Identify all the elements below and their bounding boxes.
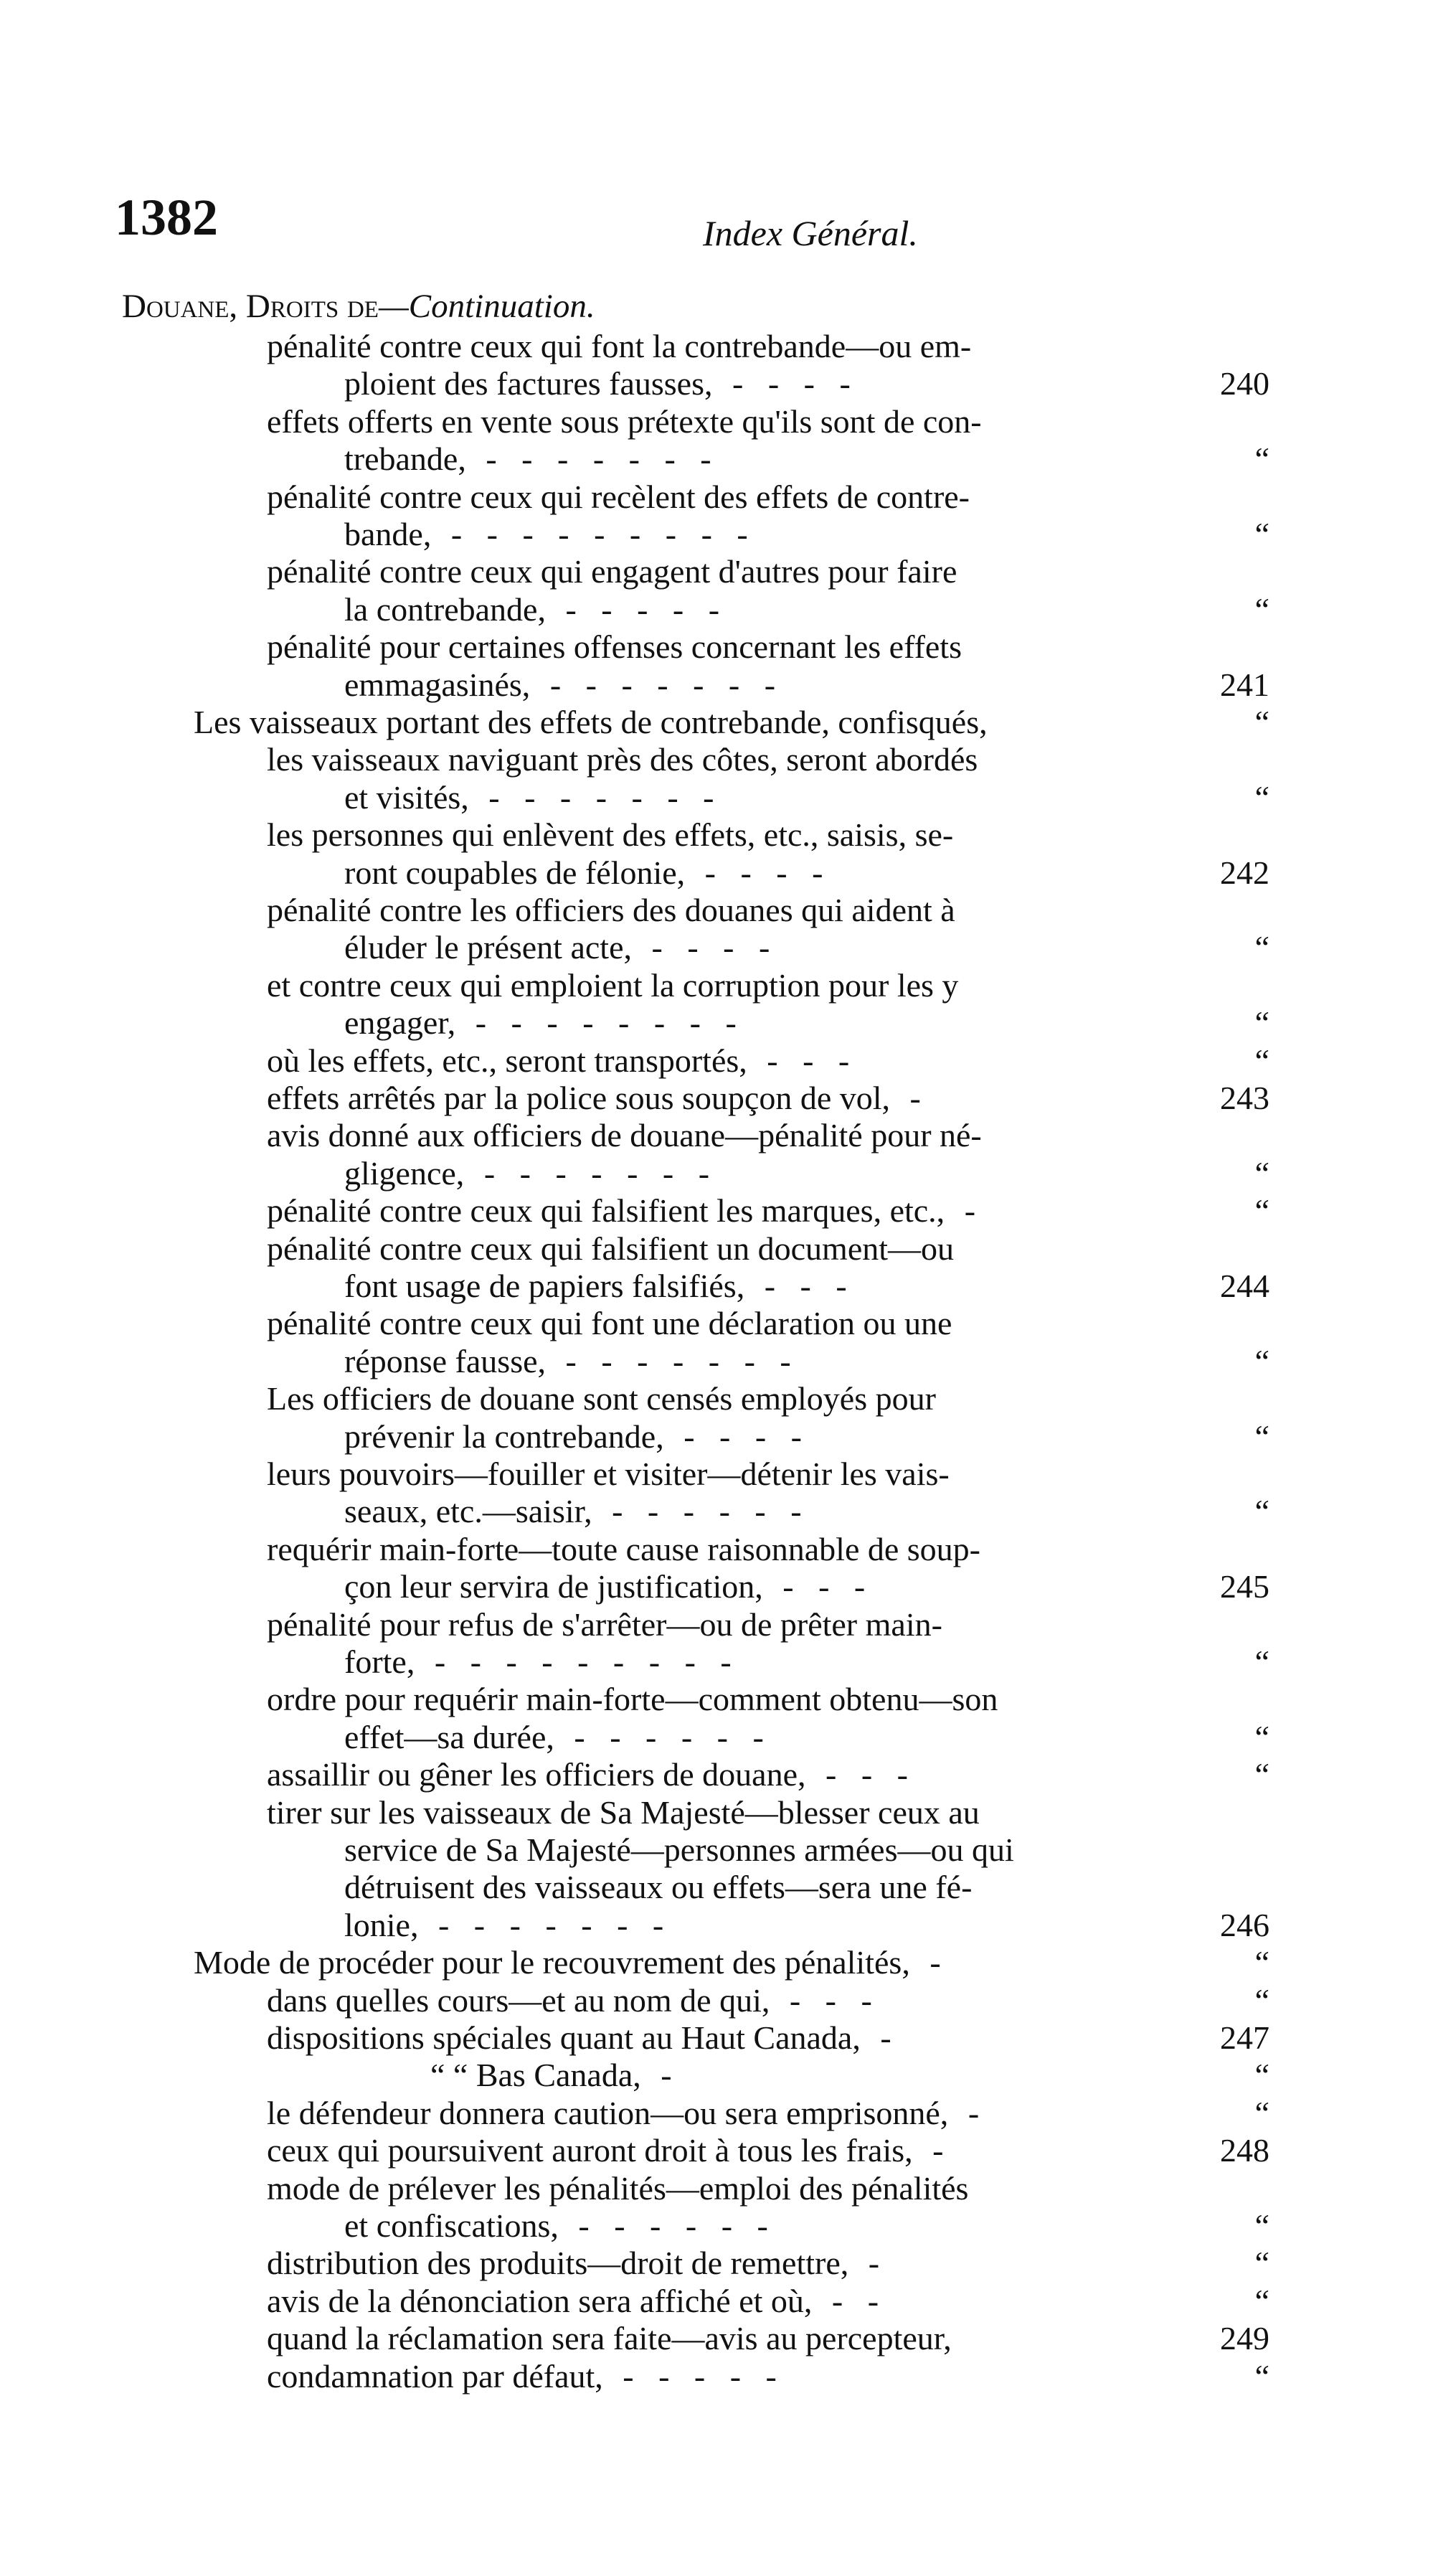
page-reference: 248 bbox=[1220, 2132, 1269, 2169]
leader-dashes: - - - - - - - bbox=[541, 667, 776, 703]
index-entry-text: Mode de procéder pour le recouvrement des pénalités, bbox=[194, 1945, 910, 1981]
page-reference: 244 bbox=[1220, 1268, 1269, 1304]
index-entry-text: condamnation par défaut, bbox=[267, 2359, 603, 2395]
index-line bbox=[267, 2133, 1162, 2169]
leader-dashes: - - bbox=[823, 2283, 879, 2319]
page-reference: “ bbox=[1254, 1004, 1269, 1041]
index-line bbox=[344, 441, 1162, 477]
index-entry-text: où les effets, etc., seront transportés, bbox=[267, 1043, 747, 1079]
page-reference: “ bbox=[1254, 516, 1269, 552]
index-line bbox=[344, 930, 1162, 966]
index-line bbox=[344, 1719, 1162, 1755]
index-line bbox=[267, 1043, 1162, 1079]
page-reference: “ bbox=[1254, 704, 1269, 740]
index-entry-text: çon leur servira de justification, bbox=[344, 1569, 763, 1605]
index-line bbox=[267, 1681, 1162, 1717]
index-line bbox=[267, 1306, 1162, 1341]
index-line bbox=[267, 2359, 1162, 2395]
index-line bbox=[344, 780, 1162, 816]
index-entry-text: ront coupables de félonie, bbox=[344, 855, 686, 891]
index-entry-text: lonie, bbox=[344, 1907, 419, 1943]
index-line bbox=[267, 2171, 1162, 2207]
leader-dashes: - bbox=[924, 2133, 944, 2169]
index-entry-text: font usage de papiers falsifiés, bbox=[344, 1268, 745, 1304]
index-line bbox=[267, 479, 1162, 515]
index-entry-text: effets arrêtés par la police sous soupçon de vol, bbox=[267, 1080, 891, 1116]
page-reference: 246 bbox=[1220, 1907, 1269, 1943]
page-reference: “ bbox=[1254, 591, 1269, 628]
leader-dashes: - bbox=[860, 2245, 880, 2281]
index-entry-text: pénalité pour certaines offenses concernant les effets bbox=[267, 629, 962, 665]
leader-dashes: - - - - - - bbox=[603, 1494, 802, 1529]
index-line bbox=[344, 516, 1162, 552]
page-reference: “ bbox=[1254, 2095, 1269, 2131]
page-reference: 241 bbox=[1220, 666, 1269, 703]
index-line bbox=[267, 2095, 1162, 2131]
leader-dashes: - - - bbox=[758, 1043, 850, 1079]
index-entry-text: prévenir la contrebande, bbox=[344, 1419, 664, 1455]
index-line bbox=[267, 817, 1162, 853]
index-entry-text: trebande, bbox=[344, 441, 466, 477]
index-line bbox=[344, 1907, 1162, 1943]
index-line bbox=[267, 892, 1162, 928]
index-line bbox=[344, 855, 1162, 891]
index-entry-text: et visités, bbox=[344, 780, 469, 816]
leader-dashes: - bbox=[871, 2020, 891, 2056]
page-reference: “ bbox=[1254, 2358, 1269, 2395]
index-line bbox=[194, 1945, 1162, 1981]
index-line bbox=[267, 2321, 1162, 2356]
leader-dashes: - - - bbox=[817, 1757, 908, 1793]
page-reference: “ bbox=[1254, 1418, 1269, 1455]
page-reference: 243 bbox=[1220, 1080, 1269, 1116]
leader-dashes: - bbox=[956, 1193, 976, 1229]
heading-main: Douane, Droits de bbox=[122, 288, 379, 325]
index-entry-text: pénalité contre ceux qui falsifient les marques, etc., bbox=[267, 1193, 945, 1229]
index-line bbox=[267, 329, 1162, 364]
index-entry-text: pénalité contre les officiers des douanes qui aident à bbox=[267, 892, 955, 928]
leader-dashes: - - - - - bbox=[614, 2359, 777, 2395]
page-reference: “ bbox=[1254, 779, 1269, 816]
index-line bbox=[344, 366, 1162, 402]
index-entry-text: requérir main-forte—toute cause raisonnable de soup- bbox=[267, 1532, 980, 1567]
running-title: Index Général. bbox=[703, 213, 918, 253]
index-entry-text: emmagasinés, bbox=[344, 667, 531, 703]
leader-dashes: - - - - bbox=[724, 366, 851, 402]
index-line bbox=[267, 1118, 1162, 1153]
index-line bbox=[344, 1268, 1162, 1304]
index-entry-text: détruisent des vaisseaux ou effets—sera une fé- bbox=[344, 1869, 973, 1905]
index-line bbox=[344, 1005, 1162, 1041]
index-entry-text: pénalité contre ceux qui font la contrebande—ou em- bbox=[267, 329, 972, 364]
leader-dashes: - - - - - bbox=[557, 592, 720, 628]
page-reference: 249 bbox=[1220, 2320, 1269, 2356]
leader-dashes: - - - - - - - - bbox=[467, 1005, 737, 1041]
leader-dashes: - - - - - - - - - bbox=[443, 516, 748, 552]
leader-dashes: - - - - - - - bbox=[557, 1344, 791, 1379]
index-entry-text: engager, bbox=[344, 1005, 456, 1041]
index-entry-text: mode de prélever les pénalités—emploi des pénalités bbox=[267, 2171, 969, 2207]
leader-dashes: - - - - - - - - - bbox=[426, 1644, 732, 1680]
index-line bbox=[267, 629, 1162, 665]
leader-dashes: - - - bbox=[781, 1983, 872, 2019]
index-line bbox=[267, 1193, 1162, 1229]
index-line bbox=[267, 1983, 1162, 2019]
index-line bbox=[267, 404, 1162, 440]
page-reference: 247 bbox=[1220, 2019, 1269, 2056]
index-entry-text: avis donné aux officiers de douane—pénalité pour né- bbox=[267, 1118, 982, 1153]
leader-dashes: - - - - - - - bbox=[476, 1156, 710, 1192]
index-entry-text: réponse fausse, bbox=[344, 1344, 547, 1379]
index-entry-text: effets offerts en vente sous prétexte qu'ils sont de con- bbox=[267, 404, 982, 440]
index-line bbox=[267, 1456, 1162, 1492]
index-entry-text: la contrebande, bbox=[344, 592, 546, 628]
index-entry-text: effet—sa durée, bbox=[344, 1719, 554, 1755]
index-line bbox=[267, 2245, 1162, 2281]
index-entry-text: gligence, bbox=[344, 1156, 465, 1192]
index-entry-text: Les officiers de douane sont censés employés pour bbox=[267, 1381, 936, 1417]
index-line bbox=[267, 1532, 1162, 1567]
index-entry-text: service de Sa Majesté—personnes armées—ou qui bbox=[344, 1832, 1014, 1868]
leader-dashes: - - - - bbox=[675, 1419, 802, 1455]
index-entry-text: éluder le présent acte, bbox=[344, 930, 632, 966]
page-reference: “ bbox=[1254, 1982, 1269, 2019]
index-entry-text: pénalité contre ceux qui recèlent des effets de contre- bbox=[267, 479, 970, 515]
index-line bbox=[267, 2020, 1162, 2056]
section-heading bbox=[122, 287, 595, 326]
index-line bbox=[430, 2057, 1162, 2093]
page-reference: “ bbox=[1254, 1643, 1269, 1680]
index-entry-text: pénalité contre ceux qui engagent d'autres pour faire bbox=[267, 554, 957, 590]
leader-dashes: - - - bbox=[756, 1268, 847, 1304]
page-reference: “ bbox=[1254, 1155, 1269, 1192]
page-reference: “ bbox=[1254, 1944, 1269, 1981]
index-line bbox=[267, 1607, 1162, 1643]
index-entry-text: les vaisseaux naviguant près des côtes, seront abordés bbox=[267, 742, 978, 778]
index-entry-text: dans quelles cours—et au nom de qui, bbox=[267, 1983, 770, 2019]
index-line bbox=[267, 742, 1162, 778]
index-line bbox=[344, 1419, 1162, 1455]
index-line bbox=[267, 1757, 1162, 1793]
index-line bbox=[344, 1869, 1162, 1905]
index-entry-text: quand la réclamation sera faite—avis au percepteur, bbox=[267, 2321, 952, 2356]
page-reference: 242 bbox=[1220, 854, 1269, 891]
index-line bbox=[267, 1381, 1162, 1417]
index-entry-text: distribution des produits—droit de remettre, bbox=[267, 2245, 849, 2281]
index-entry-text: et confiscations, bbox=[344, 2208, 559, 2244]
index-entry-text: “ “ Bas Canada, bbox=[430, 2057, 641, 2093]
leader-dashes: - - - - - - bbox=[565, 1719, 764, 1755]
index-line bbox=[344, 1156, 1162, 1192]
leader-dashes: - bbox=[902, 1080, 921, 1116]
index-line bbox=[267, 554, 1162, 590]
index-line bbox=[344, 2208, 1162, 2244]
index-entry-text: pénalité contre ceux qui falsifient un document—ou bbox=[267, 1231, 955, 1267]
page-reference: “ bbox=[1254, 1719, 1269, 1755]
leader-dashes: - - - - bbox=[696, 855, 823, 891]
page-reference: 240 bbox=[1220, 365, 1269, 402]
page-number: 1382 bbox=[115, 189, 218, 246]
leader-dashes: - - - - - - - bbox=[430, 1907, 664, 1943]
index-line bbox=[344, 667, 1162, 703]
page-reference: “ bbox=[1254, 929, 1269, 966]
page-reference: 245 bbox=[1220, 1568, 1269, 1605]
leader-dashes: - - - - - - - bbox=[477, 441, 711, 477]
leader-dashes: - - - - - - - bbox=[480, 780, 714, 816]
index-line bbox=[344, 1344, 1162, 1379]
index-entry-text: Les vaisseaux portant des effets de contrebande, confisqués, bbox=[194, 704, 988, 740]
page-reference: “ bbox=[1254, 2057, 1269, 2093]
index-entry-text: tirer sur les vaisseaux de Sa Majesté—blesser ceux au bbox=[267, 1795, 980, 1831]
index-line bbox=[267, 1795, 1162, 1831]
index-line bbox=[344, 1644, 1162, 1680]
index-entry-text: ceux qui poursuivent auront droit à tous les frais, bbox=[267, 2133, 913, 2169]
index-entry-text: leurs pouvoirs—fouiller et visiter—détenir les vais- bbox=[267, 1456, 950, 1492]
index-line bbox=[344, 1494, 1162, 1529]
index-line bbox=[267, 1080, 1162, 1116]
index-line bbox=[344, 1569, 1162, 1605]
index-entry-text: seaux, etc.—saisir, bbox=[344, 1494, 592, 1529]
index-line bbox=[267, 1231, 1162, 1267]
page-reference: “ bbox=[1254, 1756, 1269, 1793]
leader-dashes: - - - bbox=[774, 1569, 866, 1605]
index-entry-text: ordre pour requérir main-forte—comment obtenu—son bbox=[267, 1681, 998, 1717]
page-reference: “ bbox=[1254, 2207, 1269, 2244]
index-entry-text: pénalité contre ceux qui font une déclaration ou une bbox=[267, 1306, 952, 1341]
index-line bbox=[344, 1832, 1162, 1868]
page-reference: “ bbox=[1254, 1343, 1269, 1379]
index-entry-text: et contre ceux qui emploient la corruption pour les y bbox=[267, 968, 959, 1004]
index-entry-text: le défendeur donnera caution—ou sera emprisonné, bbox=[267, 2095, 949, 2131]
heading-continuation: —Continuation. bbox=[378, 288, 595, 325]
leader-dashes: - bbox=[960, 2095, 980, 2131]
index-entry-text: ploient des factures fausses, bbox=[344, 366, 713, 402]
index-entry-text: dispositions spéciales quant au Haut Canada, bbox=[267, 2020, 861, 2056]
page-reference: “ bbox=[1254, 2245, 1269, 2281]
index-entry-text: les personnes qui enlèvent des effets, etc., saisis, se- bbox=[267, 817, 954, 853]
index-entry-text: avis de la dénonciation sera affiché et où, bbox=[267, 2283, 813, 2319]
index-entry-text: pénalité pour refus de s'arrêter—ou de prêter main- bbox=[267, 1607, 942, 1643]
leader-dashes: - - - - bbox=[643, 930, 770, 966]
index-entry-text: assaillir ou gêner les officiers de douane, bbox=[267, 1757, 806, 1793]
index-line bbox=[267, 968, 1162, 1004]
leader-dashes: - - - - - - bbox=[569, 2208, 768, 2244]
index-entry-text: forte, bbox=[344, 1644, 415, 1680]
page-reference: “ bbox=[1254, 1192, 1269, 1229]
page-reference: “ bbox=[1254, 2283, 1269, 2319]
index-entry-text: bande, bbox=[344, 516, 432, 552]
index-line bbox=[267, 2283, 1162, 2319]
leader-dashes: - bbox=[652, 2057, 672, 2093]
page-reference: “ bbox=[1254, 1042, 1269, 1079]
page-reference: “ bbox=[1254, 440, 1269, 477]
index-line bbox=[344, 592, 1162, 628]
leader-dashes: - bbox=[921, 1945, 941, 1981]
page-reference: “ bbox=[1254, 1493, 1269, 1529]
index-line bbox=[194, 704, 1162, 740]
